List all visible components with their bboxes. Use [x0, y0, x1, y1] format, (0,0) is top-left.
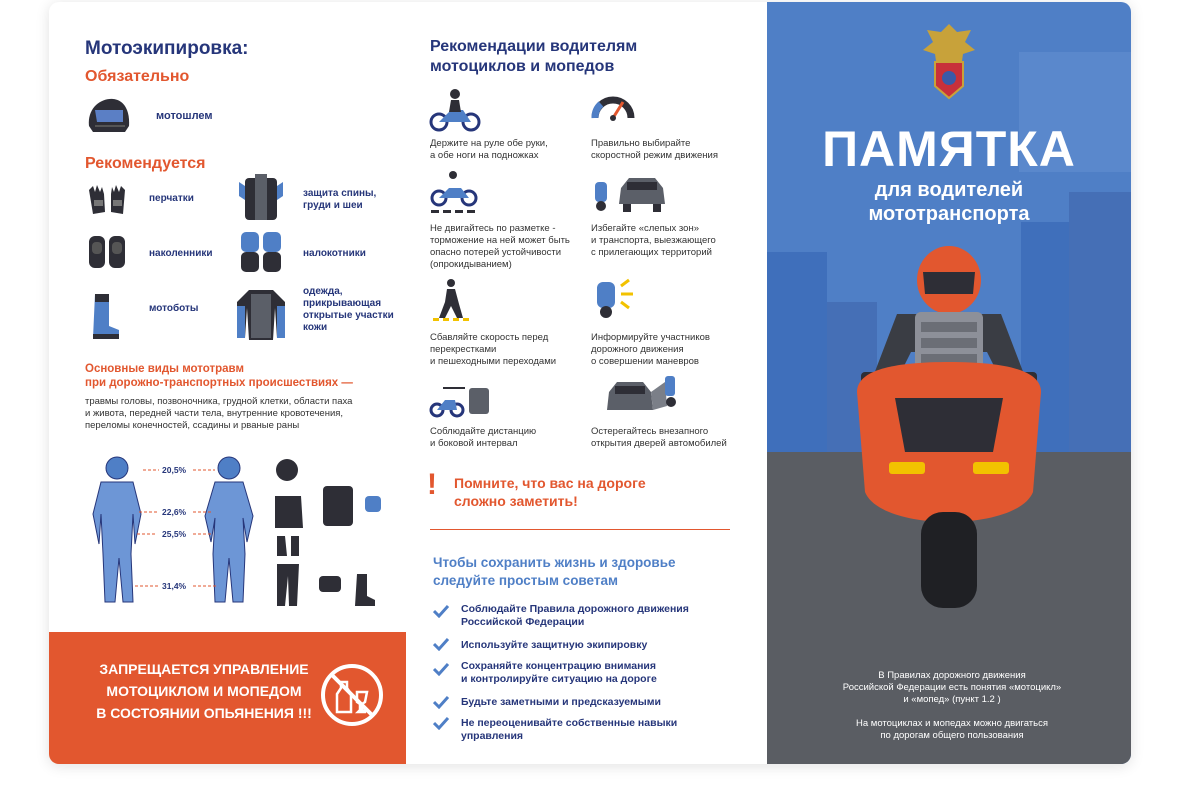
divider: [430, 529, 730, 530]
motorcyclist-illustration: [837, 242, 1061, 612]
warning-text: Помните, что вас на дороге сложно заметить!: [454, 475, 646, 509]
injuries-title: Основные виды мототравм при дорожно-транспортных происшествиях —: [85, 363, 353, 389]
back-protector-icon: [237, 172, 285, 222]
rec-2-text: Правильно выбирайте скоростной режим движения: [591, 138, 718, 161]
rec-3-text: Не двигайтесь по разметке - торможение на ней может быть опасно потерей устойчивости (опрокидыванием): [430, 223, 570, 270]
check-icon: [433, 662, 449, 676]
equipment-set-illustration: [271, 456, 391, 612]
blind-spot-icon: [589, 174, 669, 216]
pct-head: 20,5%: [162, 465, 187, 475]
gloves-icon: [85, 182, 131, 218]
elbow-pads-label: налокотники: [303, 248, 366, 259]
knee-pads-label: наколенники: [149, 248, 213, 259]
rec-1-text: Держите на руле обе руки, а обе ноги на подножках: [430, 138, 548, 161]
recs-title: Рекомендации водителям мотоциклов и мопедов: [430, 38, 638, 75]
pct-legs: 31,4%: [162, 581, 187, 591]
speedometer-icon: [591, 88, 635, 128]
rec-5-text: Сбавляйте скорость перед перекрестками и пешеходными переходами: [430, 332, 557, 367]
check-icon: [433, 695, 449, 709]
equip-title: Мотоэкипировка:: [85, 38, 249, 59]
jacket-icon: [235, 286, 287, 342]
cover-note-1: В Правилах дорожного движения Российской Федерации есть понятия «мотоцикл» и «мопед» (пункт 1.2 ): [842, 670, 1062, 705]
gloves-label: перчатки: [149, 193, 194, 204]
tip-1: Соблюдайте Правила дорожного движения Российской Федерации: [461, 603, 689, 628]
rec-8-text: Остерегайтесь внезапного открытия дверей автомобилей: [591, 426, 727, 449]
tip-2: Используйте защитную экипировку: [461, 639, 648, 651]
clothes-label: одежда, прикрывающая открытые участки кожи: [303, 286, 394, 333]
knee-pads-icon: [85, 232, 131, 272]
tip-3: Сохраняйте концентрацию внимания и контролируйте ситуацию на дороге: [461, 660, 657, 685]
injuries-text: травмы головы, позвоночника, грудной клетки, области паха и живота, передней части тела, внутренние кровотечения, переломы конечностей, ссадины и рваные раны: [85, 396, 353, 431]
signaling-scooter-icon: [593, 276, 637, 320]
required-title: Обязательно: [85, 68, 190, 85]
recommended-title: Рекомендуется: [85, 155, 206, 172]
tips-title: Чтобы сохранить жизнь и здоровье следуйте простым советам: [433, 555, 676, 588]
elbow-pads-icon: [237, 230, 285, 274]
cover-title: ПАМЯТКА: [822, 121, 1076, 177]
helmet-icon: [85, 96, 131, 136]
distance-icon: [429, 382, 491, 420]
rec-7-text: Соблюдайте дистанцию и боковой интервал: [430, 426, 537, 449]
pct-abdomen: 25,5%: [162, 529, 187, 539]
rec-4-text: Избегайте «слепых зон» и транспорта, выезжающего с прилегающих территорий: [591, 223, 716, 258]
check-icon: [433, 716, 449, 730]
cover-panel: [767, 2, 1131, 764]
cover-subtitle: для водителей мототранспорта: [868, 179, 1030, 225]
boots-icon: [87, 292, 123, 342]
pedestrian-crossing-icon: [431, 278, 471, 322]
police-emblem-icon: [917, 22, 981, 108]
back-protector-label: защита спины, груди и шеи: [303, 188, 377, 211]
tip-5: Не переоценивайте собственные навыки управления: [461, 717, 678, 742]
helmet-label: мотошлем: [156, 110, 213, 122]
tip-4: Будьте заметными и предсказуемыми: [461, 696, 661, 708]
motorcyclist-icon: [429, 88, 481, 132]
cover-note-2: На мотоциклах и мопедах можно двигаться по дорогам общего пользования: [856, 718, 1048, 741]
exclamation-icon: !: [427, 468, 437, 501]
leaflet: [49, 2, 1131, 764]
road-marking-icon: [429, 170, 481, 214]
car-door-icon: [605, 372, 681, 418]
no-alcohol-icon: [319, 662, 385, 728]
check-icon: [433, 604, 449, 618]
drunk-driving-banner: [49, 632, 406, 764]
check-icon: [433, 637, 449, 651]
pct-chest: 22,6%: [162, 507, 187, 517]
banner-text: ЗАПРЕЩАЕТСЯ УПРАВЛЕНИЕ МОТОЦИКЛОМ И МОПЕДОМ В СОСТОЯНИИ ОПЬЯНЕНИЯ !!!: [96, 661, 312, 721]
boots-label: мотоботы: [149, 303, 199, 314]
rec-6-text: Информируйте участников дорожного движения о совершении маневров: [591, 332, 710, 367]
